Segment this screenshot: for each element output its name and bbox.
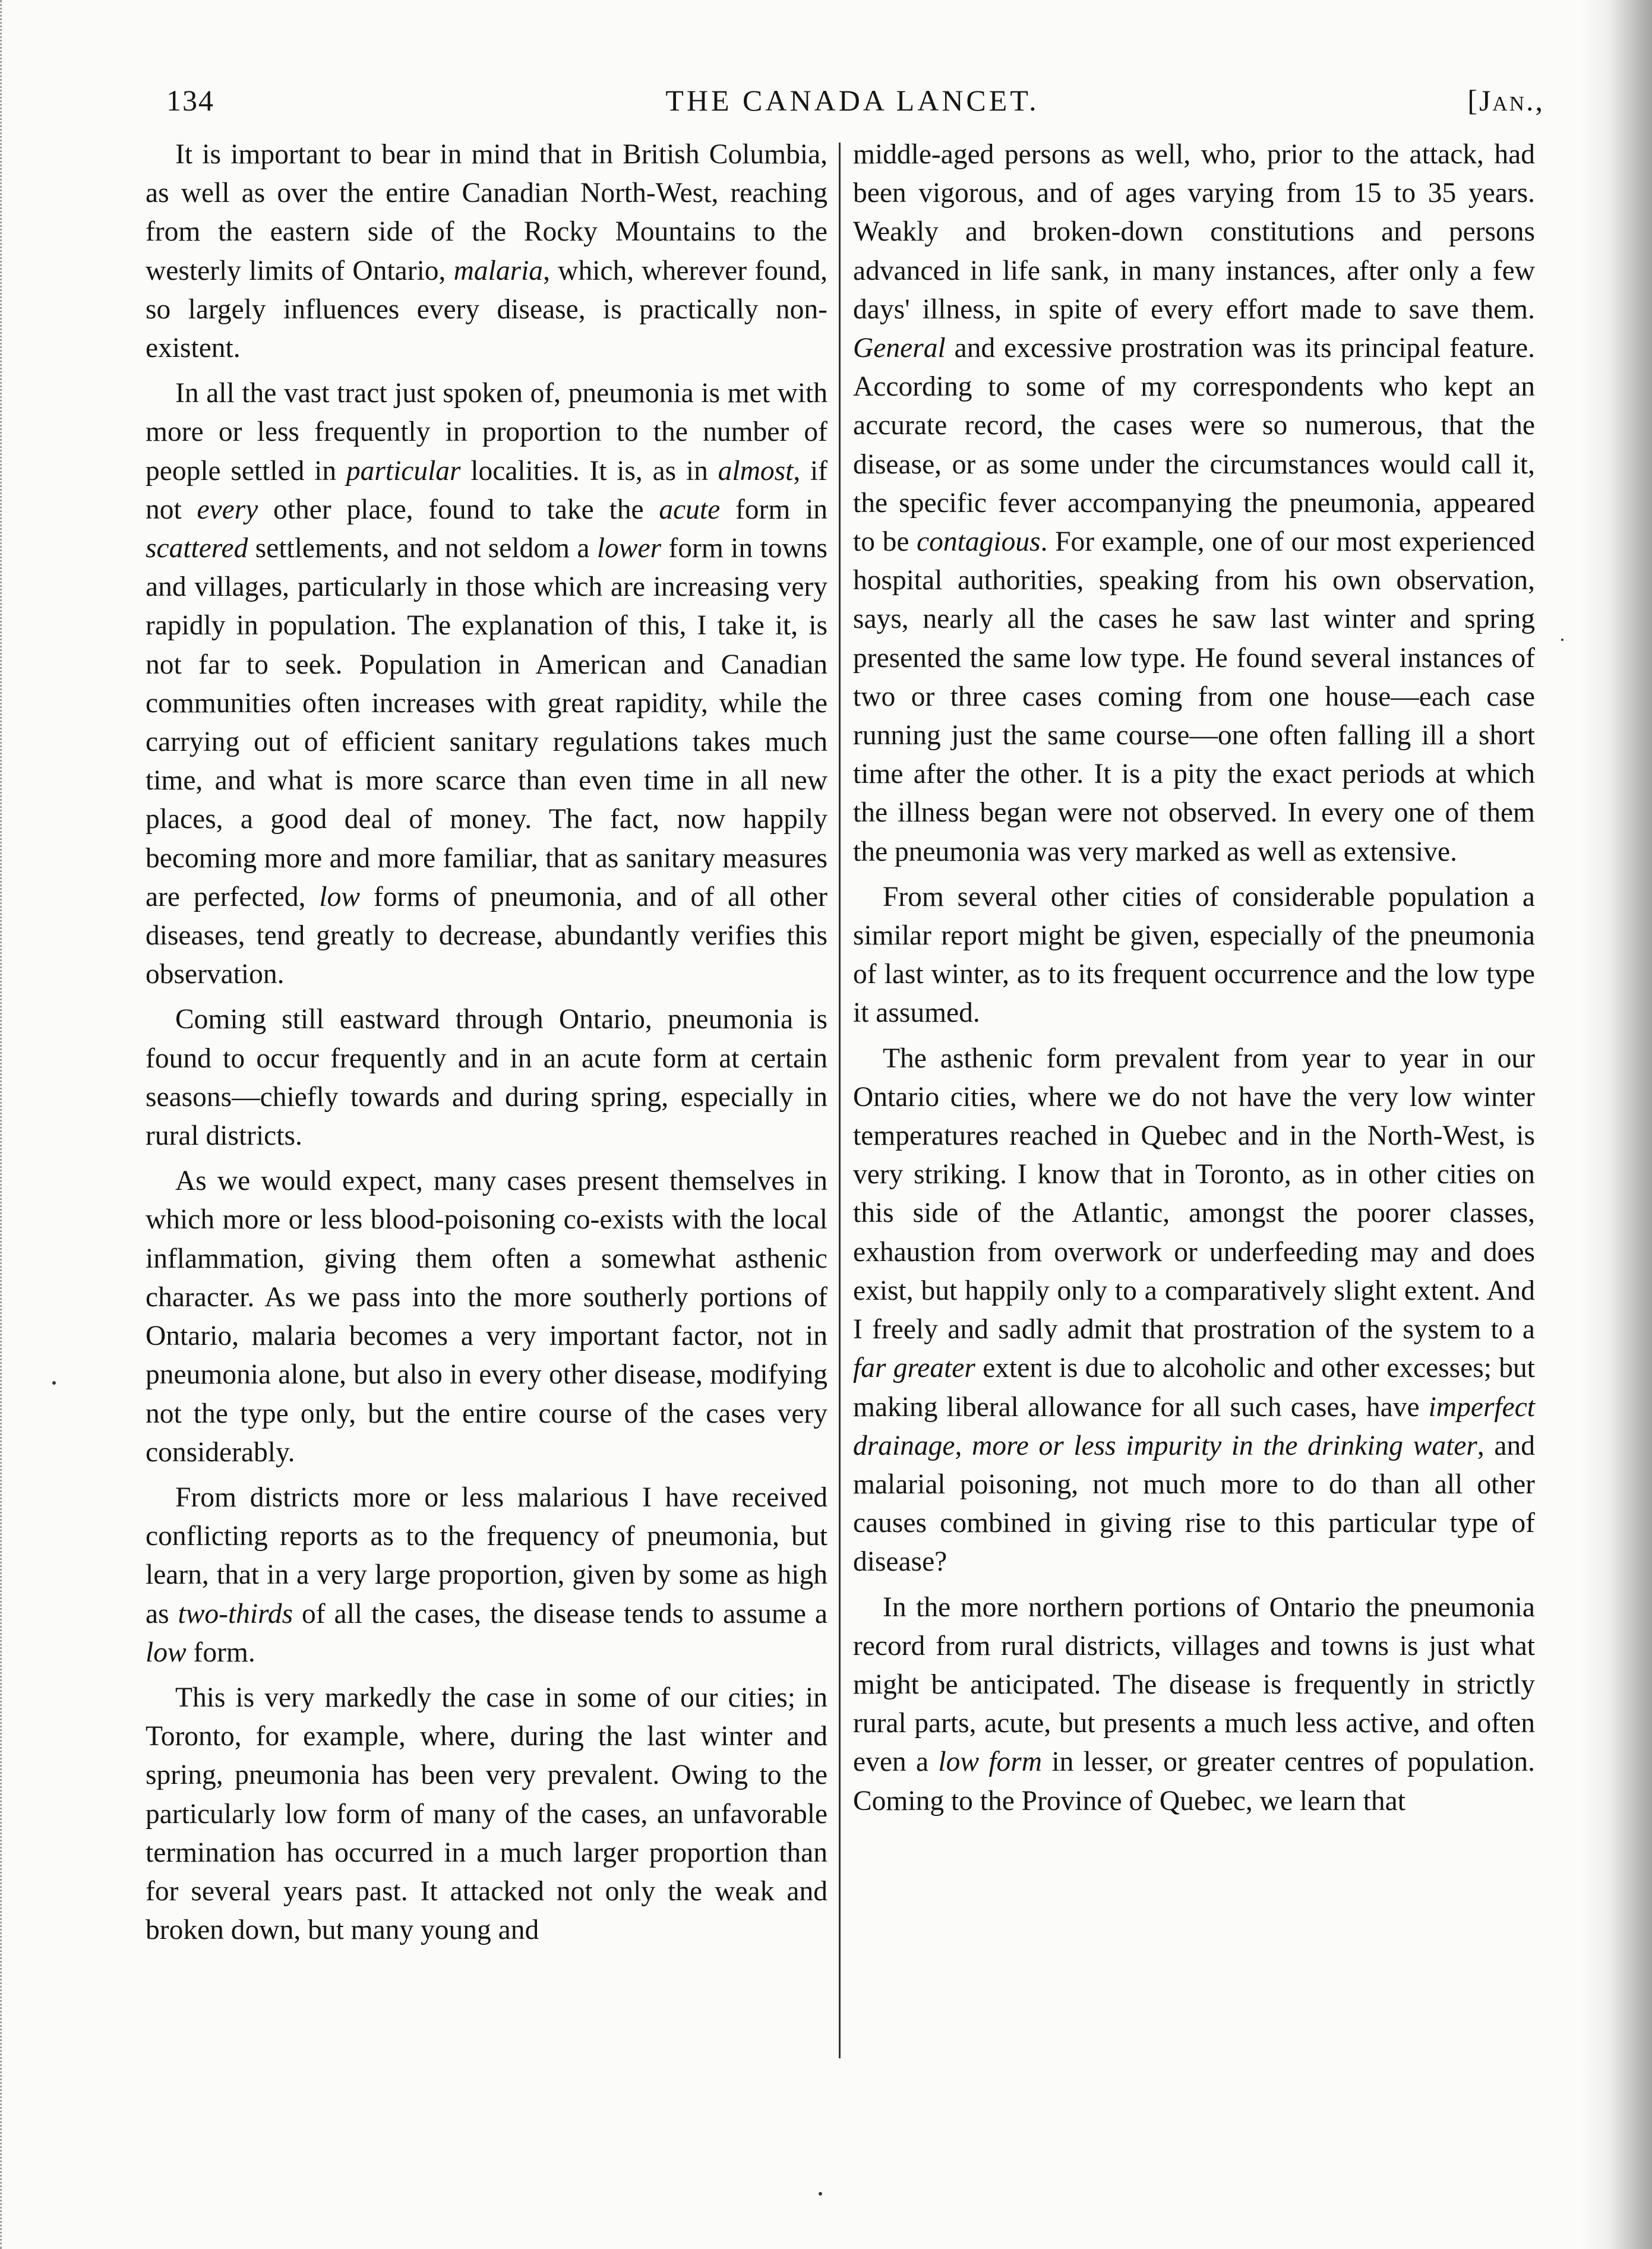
- paragraph: Coming still eastward through Ontario, pneumonia is found to occur frequently and in an acute form at certain seasons—chiefly towards and during spring, especially in rural districts.: [146, 1004, 827, 1152]
- page-left-edge: [0, 0, 18, 2249]
- print-speck: [819, 2192, 822, 2196]
- column-divider: [839, 143, 841, 2058]
- paragraph: It is important to bear in mind that in British Columbia, as well as over the entire Canadian North-West, reaching from the eastern side of the Rocky Mountains to the westerly limits of Ontario, malaria, which, wherever found, so largely influences every disease, is practically non-existent.: [146, 139, 827, 364]
- running-header: [160, 83, 1544, 131]
- page-right-edge-shadow: [1581, 0, 1652, 2249]
- paragraph: middle-aged persons as well, who, prior to the attack, had been vigorous, and of ages varying from 15 to 35 years. Weakly and broken-down constitutions and persons advanced in life sank, in many instances, after only a few days' illness, in spite of every effort made to save them. General and excessive prostration was its principal feature. According to some of my correspondents who kept an accurate record, the cases were so numerous, that the disease, or as some under the circumstances would call it, the specific fever accompanying the pneumonia, appeared to be contagious. For example, one of our most experienced hospital authorities, speaking from his own observation, says, nearly all the cases he saw last winter and spring presented the same low type. He found several instances of two or three cases coming from one house—each case running just the same course—one often falling ill a short time after the other. It is a pity the exact periods at which the illness began were not observed. In every one of them the pneumonia was very marked as well as extensive.: [853, 139, 1536, 867]
- journal-title: THE CANADA LANCET.: [665, 84, 1040, 117]
- print-speck: [52, 1381, 56, 1385]
- paragraph: From districts more or less malarious I have received conflicting reports as to the frequency of pneumonia, but learn, that in a very large proportion, given by some as high as two-thirds of all the cases, the disease tends to assume a low form.: [146, 1482, 827, 1668]
- paragraph: From several other cities of considerable population a similar report might be given, especially of the pneumonia of last winter, as to its frequent occurrence and the low type it assumed.: [853, 881, 1535, 1029]
- paragraph: In the more northern portions of Ontario the pneumonia record from rural districts, villages and towns is just what might be anticipated. The disease is frequently in strictly rural parts, acute, but presents a much less active, and often even a low form in lesser, or greater centres of population. Coming to the Province of Quebec, we learn that: [853, 1591, 1535, 1817]
- left-text-column: [146, 135, 827, 1956]
- paragraph: This is very markedly the case in some of our cities; in Toronto, for example, where, during the last winter and spring, pneumonia has been very prevalent. Owing to the particularly low form of many of the cases, an unfavorable termination has occurred in a much larger proportion than for several years past. It attacked not only the weak and broken down, but many young and: [146, 1682, 827, 1946]
- issue-month: [Jan.,: [1467, 84, 1544, 117]
- print-speck: [1561, 639, 1563, 641]
- paragraph: In all the vast tract just spoken of, pneumonia is met with more or less frequently in proportion to the number of people settled in particular localities. It is, as in almost, if not every other place, found to take the acute form in scattered settlements, and not seldom a lower form in towns and villages, particularly in those which are increasing very rapidly in population. The explanation of this, I take it, is not far to seek. Population in American and Canadian communities often increases with great rapidity, while the carrying out of efficient sanitary regulations takes much time, and what is more scarce than even time in all new places, a good deal of money. The fact, now happily becoming more and more familiar, that as sanitary measures are perfected, low forms of pneumonia, and of all other diseases, tend greatly to decrease, abundantly verifies this observation.: [146, 378, 828, 990]
- page-number: 134: [166, 84, 214, 117]
- right-text-column: [853, 135, 1535, 1827]
- paragraph: The asthenic form prevalent from year to year in our Ontario cities, where we do not have the very low winter temperatures reached in Quebec and in the North-West, is very striking. I know that in Toronto, as in other cities on this side of the Atlantic, amongst the poorer classes, exhaustion from overwork or underfeeding may and does exist, but happily only to a comparatively slight extent. And I freely and sadly admit that prostration of the system to a far greater extent is due to alcoholic and other excesses; but making liberal allowance for all such cases, have imperfect drainage, more or less impurity in the drinking water, and malarial poisoning, not much more to do than all other causes combined in giving rise to this particular type of disease?: [853, 1043, 1535, 1578]
- paragraph: As we would expect, many cases present themselves in which more or less blood-poisoning co-exists with the local inflammation, giving them often a somewhat asthenic character. As we pass into the more southerly portions of Ontario, malaria becomes a very important factor, not in pneumonia alone, but also in every other disease, modifying not the type only, but the entire course of the cases very considerably.: [146, 1165, 827, 1468]
